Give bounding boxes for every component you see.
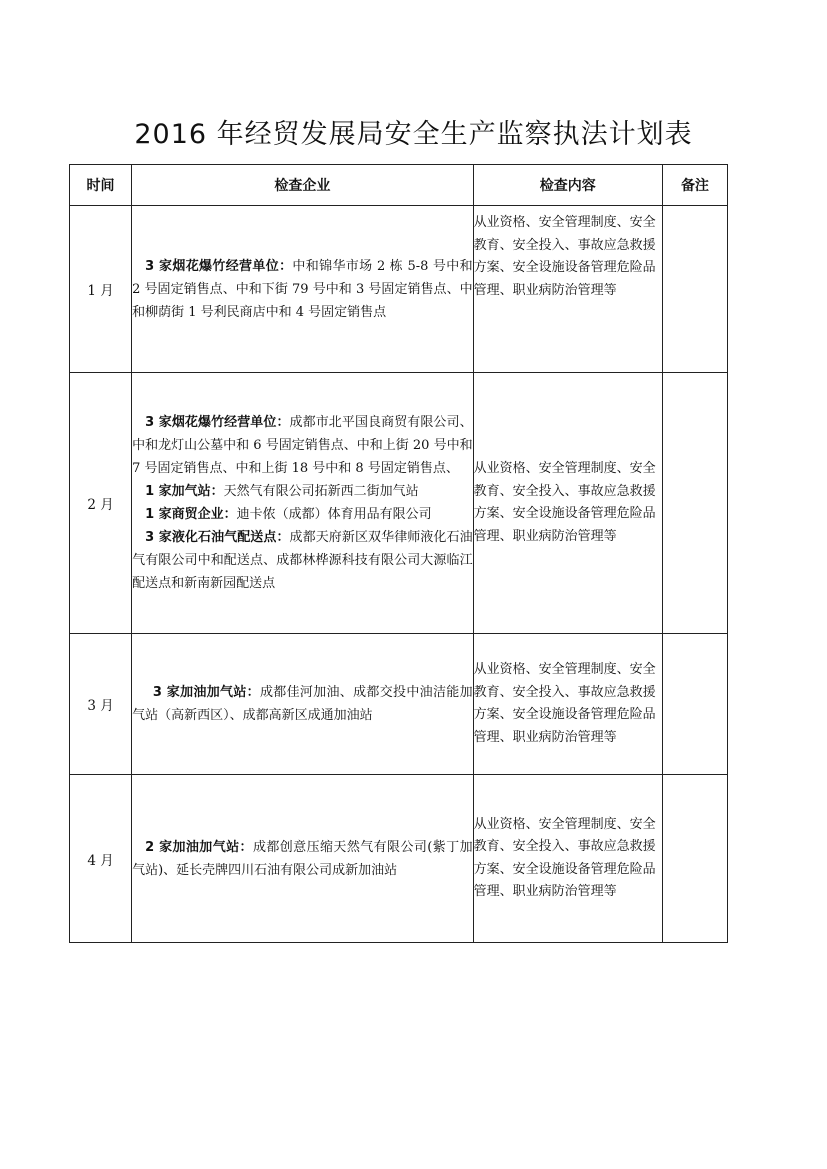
- header-month: 时间: [70, 165, 132, 206]
- enterprise-text: 成都创意压缩天然气有限公司(紫丁加气站)、延长壳牌四川石油有限公司成新加油站: [132, 839, 473, 878]
- enterprise-entry: [132, 503, 473, 526]
- plan-table: [69, 164, 728, 943]
- row-month: 2 月: [70, 373, 132, 634]
- row-enterprises: [132, 373, 474, 634]
- table-header-row: [70, 165, 728, 206]
- enterprise-text: 成都市北平国良商贸有限公司、中和龙灯山公墓中和 6 号固定销售点、中和上街 20 号中和 7 号固定销售点、中和上街 18 号中和 8 号固定销售点、: [132, 415, 473, 476]
- enterprise-label: 3 家烟花爆竹经营单位：: [145, 415, 290, 430]
- enterprise-label: 3 家烟花爆竹经营单位：: [145, 258, 293, 274]
- enterprise-text: 成都佳河加油、成都交投中油洁能加气站（高新西区）、成都高新区成通加油站: [132, 685, 473, 723]
- table-row: [70, 775, 728, 943]
- enterprise-text: 迪卡侬（成都）体育用品有限公司: [236, 507, 432, 522]
- header-content: 检查内容: [473, 165, 662, 206]
- row-month: 4 月: [70, 775, 132, 943]
- enterprise-text: 成都天府新区双华律师液化石油气有限公司中和配送点、成都林桦源科技有限公司大源临江配送点和新南新园配送点: [132, 530, 473, 591]
- row-note: [662, 373, 727, 634]
- row-content: 从业资格、安全管理制度、安全教育、安全投入、事故应急救援方案、安全设施设备管理危险品管理、职业病防治管理等: [473, 206, 662, 373]
- enterprise-entry: [132, 681, 473, 727]
- row-content: 从业资格、安全管理制度、安全教育、安全投入、事故应急救援方案、安全设施设备管理危险品管理、职业病防治管理等: [473, 373, 662, 634]
- page-title: 2016 年经贸发展局安全生产监察执法计划表: [134, 119, 693, 150]
- row-month: 3 月: [70, 634, 132, 775]
- header-note: 备注: [662, 165, 727, 206]
- enterprise-entry: [132, 255, 473, 324]
- enterprise-label: 2 家加油加气站：: [145, 839, 253, 855]
- table-row: [70, 206, 728, 373]
- table-row: [70, 373, 728, 634]
- enterprise-label: 1 家商贸企业：: [145, 507, 237, 522]
- enterprise-text: 天然气有限公司拓新西二街加气站: [223, 484, 419, 499]
- enterprise-entry: [132, 411, 473, 480]
- row-month: 1 月: [70, 206, 132, 373]
- enterprise-label: 3 家液化石油气配送点：: [145, 530, 290, 545]
- enterprise-entry: [132, 526, 473, 595]
- enterprise-label: 3 家加油加气站：: [152, 685, 260, 700]
- row-content: 从业资格、安全管理制度、安全教育、安全投入、事故应急救援方案、安全设施设备管理危险品管理、职业病防治管理等: [473, 634, 662, 775]
- row-note: [662, 206, 727, 373]
- row-enterprises: [132, 634, 474, 775]
- row-note: [662, 634, 727, 775]
- row-content: 从业资格、安全管理制度、安全教育、安全投入、事故应急救援方案、安全设施设备管理危险品管理、职业病防治管理等: [473, 775, 662, 943]
- table-row: [70, 634, 728, 775]
- enterprise-text: 中和锦华市场 2 栋 5-8 号中和 2 号固定销售点、中和下街 79 号中和 3 号固定销售点、中和柳荫街 1 号利民商店中和 4 号固定销售点: [132, 258, 473, 320]
- row-note: [662, 775, 727, 943]
- row-enterprises: [132, 775, 474, 943]
- enterprise-label: 1 家加气站：: [145, 484, 224, 499]
- row-enterprises: [132, 206, 474, 373]
- enterprise-entry: [132, 836, 473, 882]
- enterprise-entry: [132, 480, 473, 503]
- header-enterprise: 检查企业: [132, 165, 474, 206]
